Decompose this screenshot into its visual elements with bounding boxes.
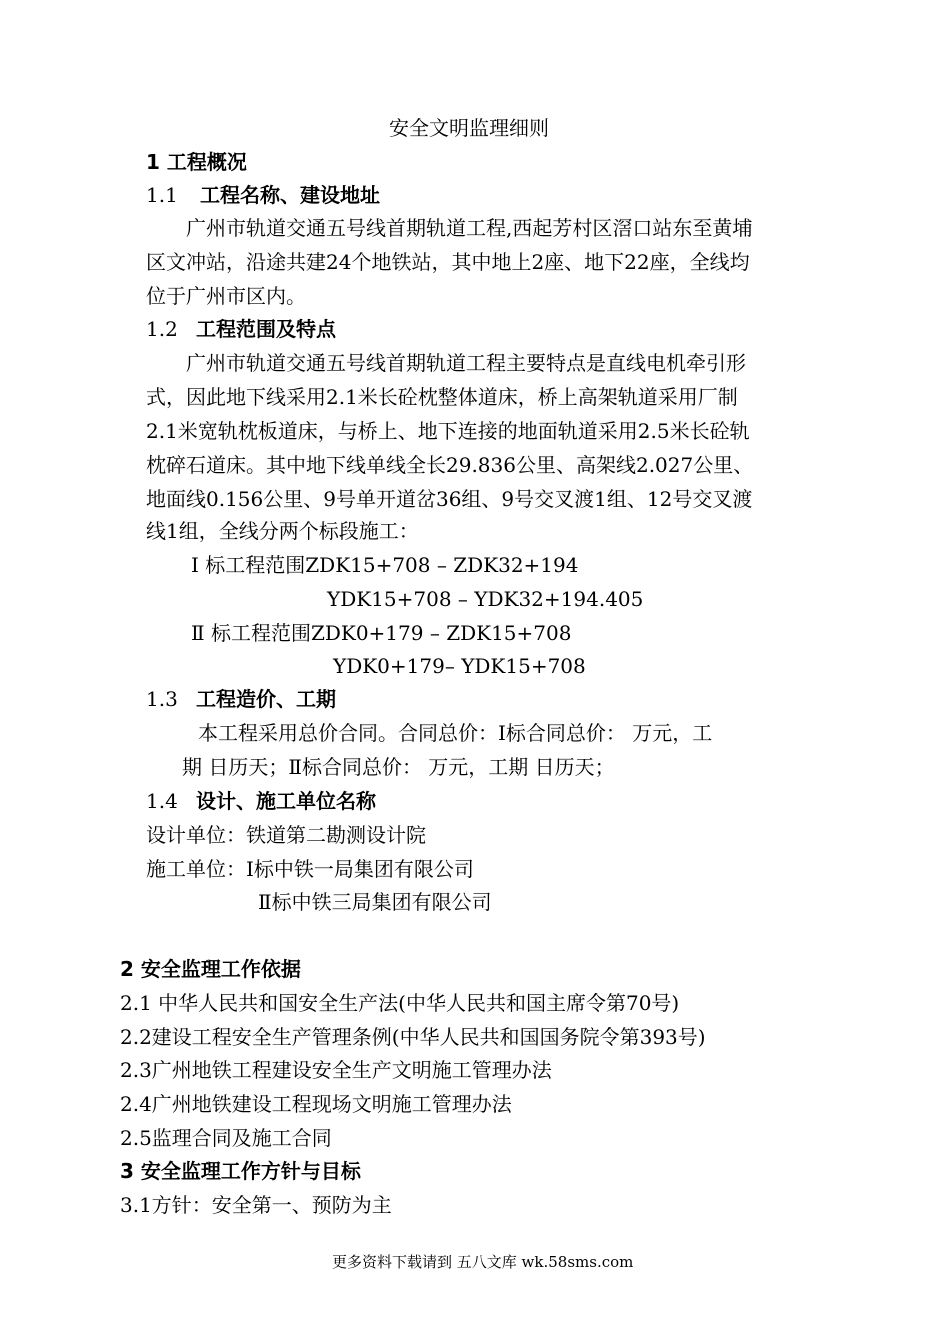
paragraph-line: 枕碎石道床。其中地下线单线全长29.836公里、高架线2.027公里、 [146, 453, 754, 477]
paragraph-line: 地面线0.156公里、9号单开道岔36组、9号交叉渡1组、12号交叉渡 [146, 487, 753, 511]
policy-item: 3.1方针：安全第一、预防为主 [120, 1193, 392, 1217]
section-1-2-title: 工程范围及特点 [196, 317, 336, 341]
section-2-heading: 2 安全监理工作依据 [120, 957, 301, 981]
basis-item: 2.3广州地铁工程建设安全生产文明施工管理办法 [120, 1058, 552, 1082]
paragraph-line: 广州市轨道交通五号线首期轨道工程,西起芳村区滘口站东至黄埔 [186, 216, 753, 240]
paragraph-line: 2.1米宽轨枕板道床，与桥上、地下连接的地面轨道采用2.5米长砼轨 [146, 419, 750, 443]
paragraph-line: 位于广州市区内。 [146, 284, 306, 308]
section-1-3-number: 1.3 [146, 687, 178, 711]
basis-item: 2.2建设工程安全生产管理条例(中华人民共和国国务院令第393号) [120, 1025, 706, 1049]
construction-unit-1: 施工单位：Ⅰ标中铁一局集团有限公司 [146, 857, 474, 881]
paragraph-line: 广州市轨道交通五号线首期轨道工程主要特点是直线电机牵引形 [186, 351, 746, 375]
basis-item: 2.4广州地铁建设工程现场文明施工管理办法 [120, 1092, 512, 1116]
section-1-1-number: 1.1 [146, 183, 178, 207]
paragraph-line: 本工程采用总价合同。合同总价：Ⅰ标合同总价： 万元，工 [198, 721, 713, 745]
basis-item: 2.5监理合同及施工合同 [120, 1126, 332, 1150]
basis-item: 2.1 中华人民共和国安全生产法(中华人民共和国主席令第70号) [120, 991, 680, 1015]
scope-line-2: YDK15+708 – YDK32+194.405 [327, 587, 644, 611]
section-1-4-number: 1.4 [146, 789, 178, 813]
document-title: 安全文明监理细则 [389, 116, 549, 140]
section-1-1-title: 工程名称、建设地址 [200, 183, 380, 207]
paragraph-line: 式，因此地下线采用2.1米长砼枕整体道床，桥上高架轨道采用厂制 [146, 385, 738, 409]
section-1-3-title: 工程造价、工期 [196, 687, 336, 711]
paragraph-line: 线1组，全线分两个标段施工： [146, 519, 419, 543]
footer-text: 更多资料下载请到 五八文库 wk.58sms.com [332, 1253, 634, 1271]
scope-line-4: YDK0+179– YDK15+708 [333, 654, 586, 678]
scope-line-3: Ⅱ 标工程范围ZDK0+179 – ZDK15+708 [191, 621, 572, 645]
section-3-heading: 3 安全监理工作方针与目标 [120, 1159, 361, 1183]
section-1-heading: 1 工程概况 [146, 150, 247, 174]
paragraph-line: 区文冲站，沿途共建24个地铁站，其中地上2座、地下22座，全线均 [146, 250, 750, 274]
paragraph-line: 期 日历天；Ⅱ标合同总价： 万元，工期 日历天； [182, 755, 615, 779]
section-1-2-number: 1.2 [146, 317, 178, 341]
construction-unit-2: Ⅱ标中铁三局集团有限公司 [258, 890, 492, 914]
section-1-4-title: 设计、施工单位名称 [196, 789, 376, 813]
scope-line-1: Ⅰ 标工程范围ZDK15+708 – ZDK32+194 [191, 553, 579, 577]
design-unit: 设计单位：铁道第二勘测设计院 [146, 823, 426, 847]
